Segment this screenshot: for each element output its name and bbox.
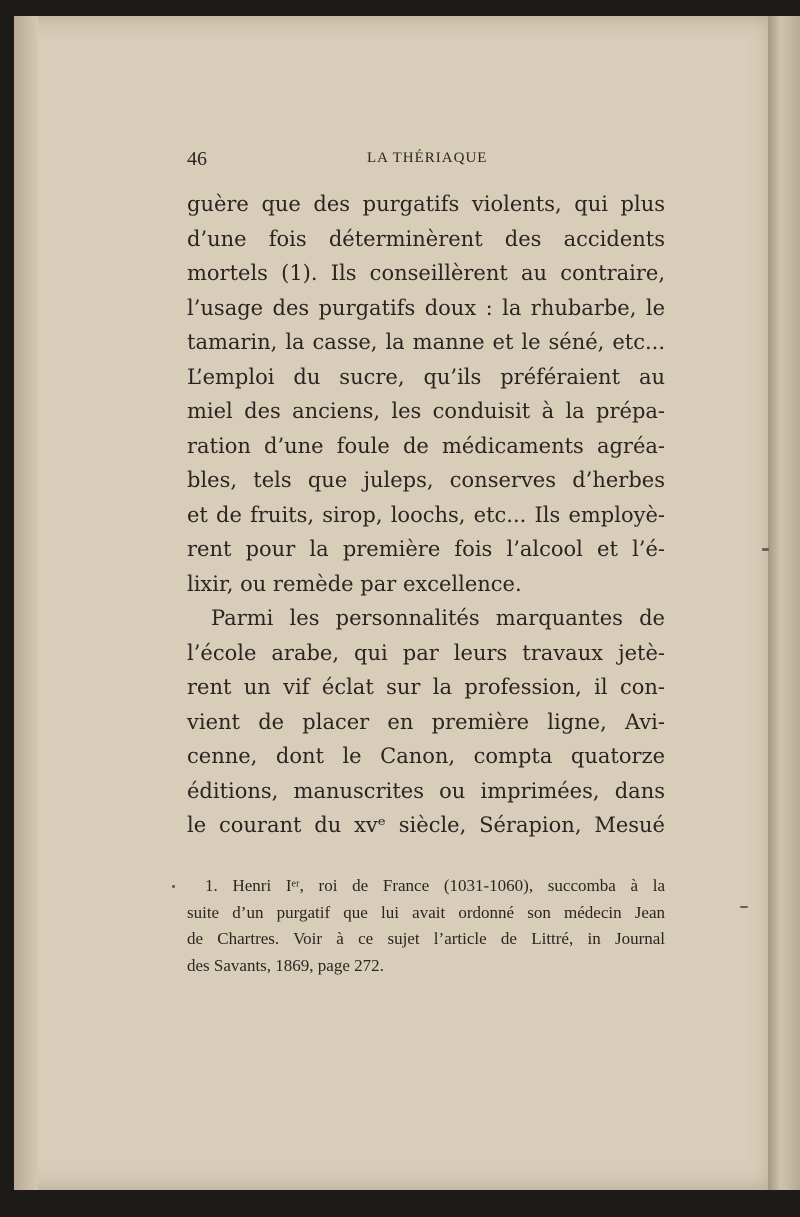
footnote-line: de Chartres. Voir à ce sujet l’article de Littré, in Journal — [187, 929, 665, 948]
body-line: rent pour la première fois l’alcool et l’é- — [187, 537, 665, 561]
footnote-line: 1. Henri Iᵉʳ, roi de France (1031-1060), succomba à la — [205, 876, 665, 895]
body-line: tamarin, la casse, la manne et le séné, etc... — [187, 330, 665, 354]
body-line: ration d’une foule de médicaments agréa- — [187, 433, 665, 458]
body-line: et de fruits, sirop, loochs, etc... Ils employè- — [187, 502, 665, 527]
body-line: lixir, ou remède par excellence. — [187, 571, 522, 596]
body-line: l’usage des purgatifs doux : la rhubarbe, le — [187, 295, 665, 320]
body-line: l’école arabe, qui par leurs travaux jetè- — [187, 640, 665, 665]
body-line: éditions, manuscrites ou imprimées, dans — [187, 778, 665, 803]
body-line: cenne, dont le Canon, compta quatorze — [187, 744, 665, 768]
body-line: Parmi les personnalités marquantes de — [211, 606, 665, 630]
running-title: LA THÉRIAQUE — [367, 150, 488, 166]
page-number: 46 — [187, 148, 207, 170]
body-line: guère que des purgatifs violents, qui plus — [187, 192, 665, 216]
body-text — [187, 187, 665, 843]
body-line: miel des anciens, les conduisit à la prépa- — [187, 399, 665, 423]
next-page-edge — [768, 16, 800, 1190]
body-line: rent un vif éclat sur la profession, il con- — [187, 675, 665, 699]
footnote — [187, 873, 665, 979]
body-line: bles, tels que juleps, conserves d’herbes — [187, 468, 665, 492]
body-line: L’emploi du sucre, qu’ils préféraient au — [187, 364, 665, 389]
page-gutter-shadow — [14, 16, 38, 1190]
ink-speck — [740, 906, 748, 908]
body-line: mortels (1). Ils conseillèrent au contraire, — [187, 261, 665, 285]
ink-speck — [762, 548, 769, 551]
body-line: d’une fois déterminèrent des accidents — [187, 226, 665, 251]
footnote-line: des Savants, 1869, page 272. — [187, 955, 384, 975]
running-header — [187, 148, 667, 172]
body-line: vient de placer en première ligne, Avi- — [187, 709, 665, 734]
ink-speck — [172, 885, 175, 888]
footnote-line: suite d’un purgatif que lui avait ordonné son médecin Jean — [187, 902, 665, 922]
body-line: le courant du xvᵉ siècle, Sérapion, Mesué — [187, 813, 665, 837]
